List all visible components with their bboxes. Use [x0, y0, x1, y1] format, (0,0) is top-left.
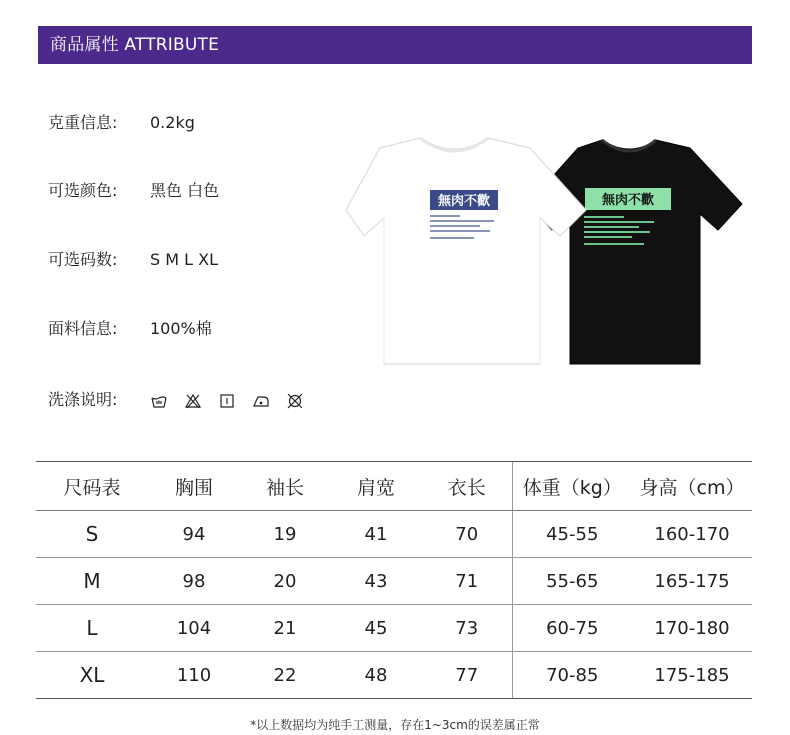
table-cell: 20 [240, 558, 330, 605]
do-not-dry-clean-icon [286, 392, 304, 410]
measurement-footnote: *以上数据均为纯手工测量，存在1~3cm的误差属正常 [250, 718, 540, 732]
white-tshirt [346, 138, 586, 364]
hand-wash-icon [150, 392, 168, 410]
table-header-cell: 肩宽 [330, 462, 422, 511]
do-not-bleach-icon [184, 392, 202, 410]
table-cell: 98 [148, 558, 240, 605]
table-header-cell: 尺码表 [36, 462, 148, 511]
table-cell: 21 [240, 605, 330, 652]
table-cell: 48 [330, 652, 422, 699]
attr-colors [48, 181, 219, 201]
table-cell: 77 [422, 652, 512, 699]
table-cell: S [36, 511, 148, 558]
table-cell: 41 [330, 511, 422, 558]
black-tshirt [528, 140, 742, 364]
table-cell: 165-175 [632, 558, 752, 605]
table-row [36, 652, 752, 699]
table-cell: M [36, 558, 148, 605]
table-cell: 104 [148, 605, 240, 652]
table-cell: 71 [422, 558, 512, 605]
table-cell: 73 [422, 605, 512, 652]
table-cell: 70-85 [512, 652, 632, 699]
attr-value: S M L XL [150, 250, 219, 269]
table-header-cell: 袖长 [240, 462, 330, 511]
tshirt-illustration [340, 118, 745, 373]
attr-care [48, 390, 304, 410]
table-cell: 55-65 [512, 558, 632, 605]
table-cell: 110 [148, 652, 240, 699]
white-shirt-print-text: 無肉不歡 [437, 194, 491, 209]
black-shirt-print-text: 無肉不歡 [601, 193, 655, 208]
size-table [36, 461, 752, 699]
table-cell: 45-55 [512, 511, 632, 558]
attr-label: 克重信息: [48, 113, 118, 132]
section-header [38, 26, 752, 64]
line-dry-icon [218, 392, 236, 410]
attr-label: 可选码数: [48, 250, 118, 269]
attr-label: 面料信息: [48, 319, 118, 338]
attr-label: 洗涤说明: [48, 390, 118, 409]
section-title: 商品属性 ATTRIBUTE [50, 35, 220, 55]
attr-label: 可选颜色: [48, 181, 118, 200]
table-cell: XL [36, 652, 148, 699]
attr-sizes [48, 250, 218, 270]
table-cell: 175-185 [632, 652, 752, 699]
table-header-row [36, 462, 752, 511]
attr-weight [48, 113, 195, 133]
attr-value: 100%棉 [150, 319, 212, 338]
table-cell: 43 [330, 558, 422, 605]
product-image [340, 118, 745, 373]
table-row [36, 605, 752, 652]
table-header-cell: 胸围 [148, 462, 240, 511]
table-header-cell: 身高（cm） [632, 462, 752, 511]
low-iron-icon [252, 392, 270, 410]
attr-value: 0.2kg [150, 113, 195, 132]
table-row [36, 558, 752, 605]
table-cell: 160-170 [632, 511, 752, 558]
table-cell: 22 [240, 652, 330, 699]
table-header-cell: 衣长 [422, 462, 512, 511]
care-icon-list [150, 392, 304, 410]
table-cell: 70 [422, 511, 512, 558]
attr-fabric [48, 319, 212, 339]
table-cell: L [36, 605, 148, 652]
table-row [36, 511, 752, 558]
table-cell: 19 [240, 511, 330, 558]
attr-value: 黑色 白色 [150, 181, 220, 200]
table-cell: 45 [330, 605, 422, 652]
table-cell: 94 [148, 511, 240, 558]
table-cell: 170-180 [632, 605, 752, 652]
table-cell: 60-75 [512, 605, 632, 652]
table-header-cell: 体重（kg） [512, 462, 632, 511]
